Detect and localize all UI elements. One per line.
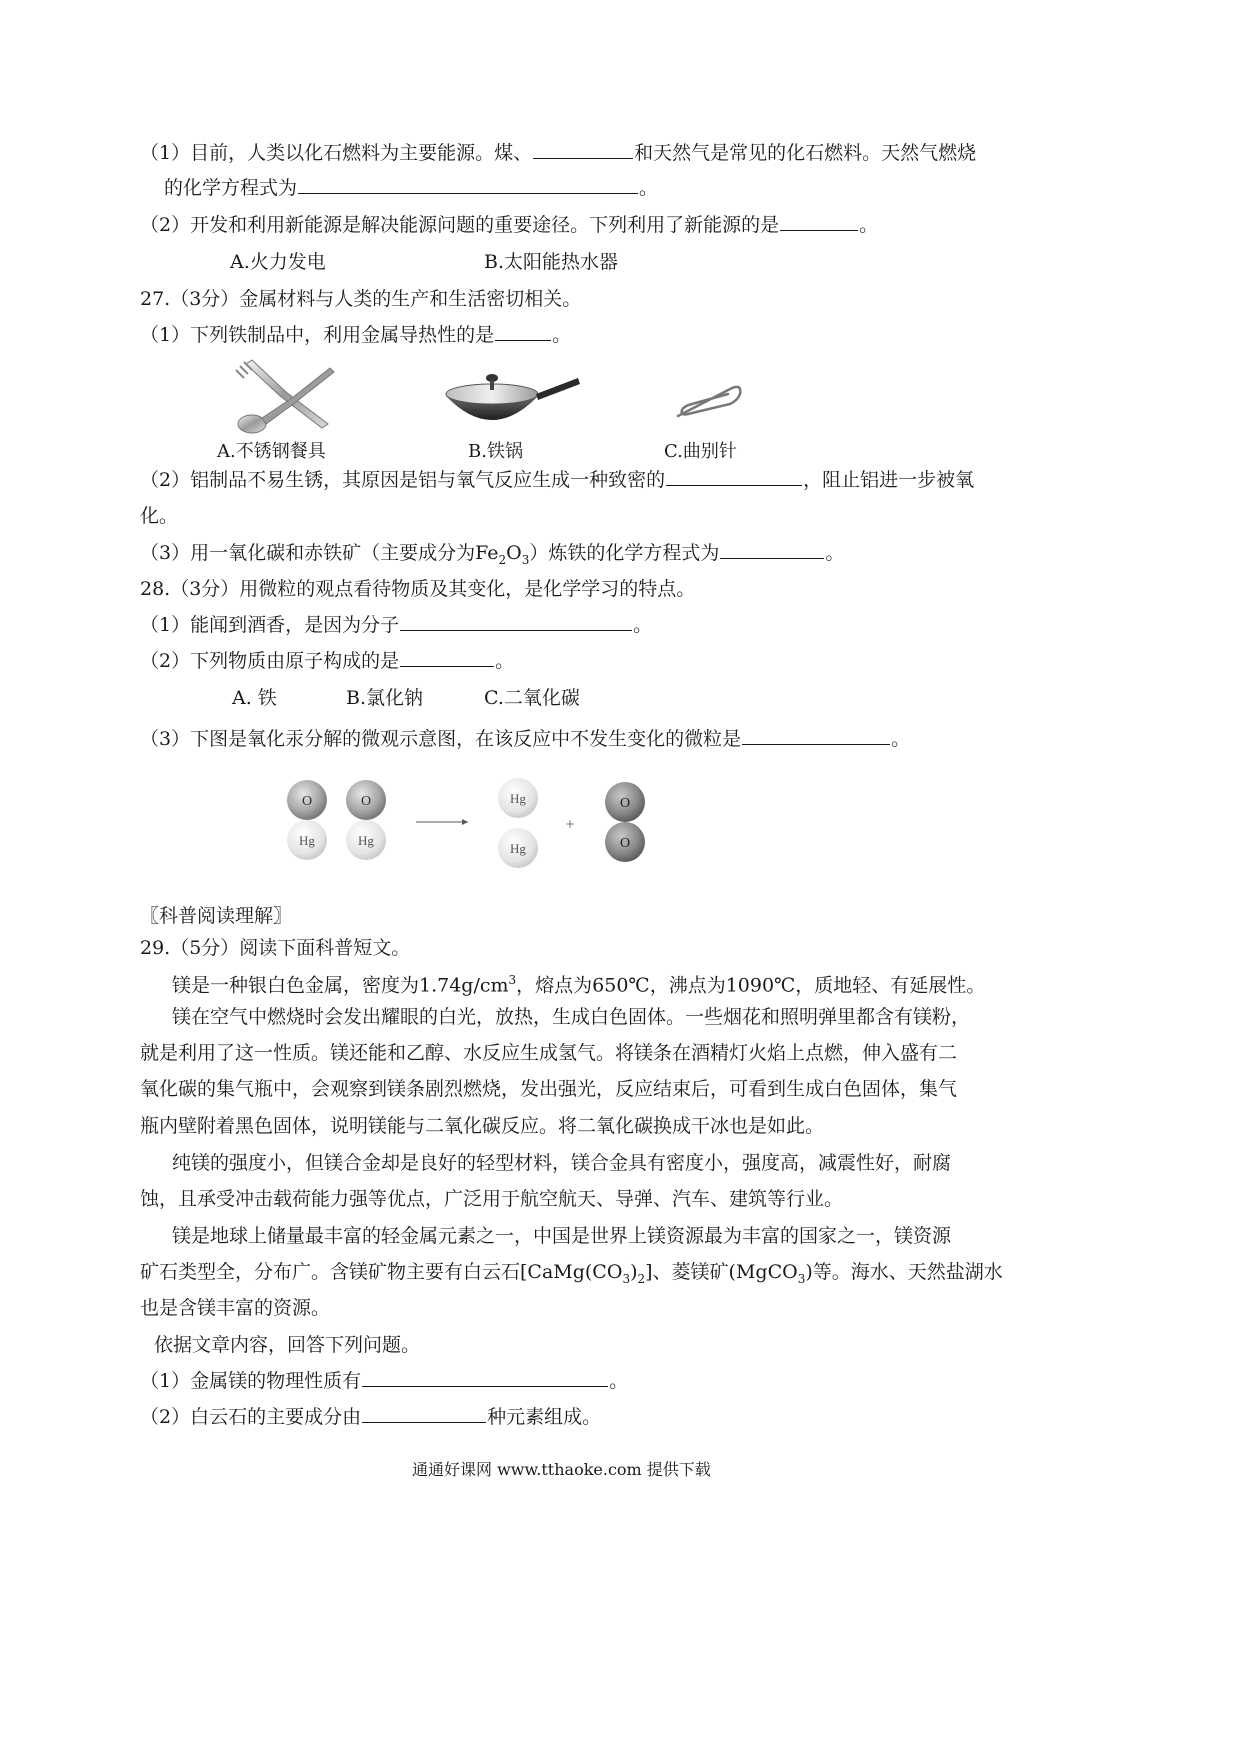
answer-blank[interactable] [362,1368,608,1387]
q26-option-a: A.火力发电 [230,251,326,273]
q28-part1 [140,612,652,638]
mercury-atom [498,828,538,868]
q26-option-b: B.太阳能热水器 [484,251,619,273]
cutlery-image [232,358,342,438]
q29-para4-line1: 镁是地球上储量最丰富的轻金属元素之一，中国是世界上镁资源最为丰富的国家之一，镁资源 [172,1225,952,1247]
text: 。 [552,324,572,346]
answer-blank[interactable] [533,140,633,159]
mercury-atom [287,820,327,860]
q29-stem: 29.（5分）阅读下面科普短文。 [140,937,411,959]
plus-sign: + [564,817,576,831]
answer-blank[interactable] [780,212,858,231]
text: （2）白云石的主要成分由 [140,1406,362,1428]
text: 。 [633,614,653,636]
hgo-decomposition-diagram [280,778,660,878]
q27-part3 [140,540,844,573]
text: （1）下列铁制品中，利用金属导热性的是 [140,324,495,346]
subscript: 3 [521,552,530,567]
paperclip-image [670,382,746,422]
q28-stem: 28.（3分）用微粒的观点看待物质及其变化，是化学学习的特点。 [140,578,696,600]
text: 镁是一种银白色金属，密度为1.74g/cm [172,974,509,997]
text: 和天然气是常见的化石燃料。天然气燃烧 [634,142,977,164]
text: 。 [639,177,659,199]
q28-option-b: B.氯化钠 [346,687,424,709]
text: （3）用一氧化碳和赤铁矿（主要成分为Fe [140,542,499,564]
text: （1）目前，人类以化石燃料为主要能源。煤、 [140,142,533,164]
caption-a: A.不锈钢餐具 [217,441,326,462]
text: O [506,542,522,564]
answer-blank[interactable] [720,540,824,559]
answer-blank[interactable] [742,726,890,745]
atom-label: Hg [358,833,374,848]
q29-para2-line2: 就是利用了这一性质。镁还能和乙醇、水反应生成氢气。将镁条在酒精灯火焰上点燃，伸入盛有二 [140,1042,958,1064]
subscript: 2 [637,1271,646,1286]
text: 矿石类型全，分布广。含镁矿物主要有白云石[CaMg(CO [140,1261,623,1283]
text: （2）下列物质由原子构成的是 [140,650,400,672]
caption-c: C.曲别针 [664,441,737,462]
mercury-atom [498,778,538,818]
q28-part3 [140,726,910,752]
oxygen-atom [346,780,386,820]
text: 。 [609,1370,629,1392]
q26-part1-line1 [140,140,976,166]
answer-blank[interactable] [666,467,802,486]
atom-label: Hg [510,841,526,856]
text: 。 [495,650,515,672]
atom-label: O [619,836,631,851]
oxygen-atom [287,780,327,820]
text: （1）金属镁的物理性质有 [140,1370,362,1392]
q29-para4-line2 [140,1259,1003,1292]
caption-b: B.铁锅 [468,441,523,462]
answer-blank[interactable] [362,1404,486,1423]
text: 。 [825,542,845,564]
text: （1）能闻到酒香，是因为分子 [140,614,400,636]
q26-part1-line2 [164,175,658,201]
q29-para2-line1: 镁在空气中燃烧时会发出耀眼的白光，放热，生成白色固体。一些烟花和照明弹里都含有镁粉， [172,1006,971,1028]
subscript: 3 [622,1271,631,1286]
text: )等。海水、天然盐湖水 [805,1261,1003,1283]
atom-label: O [301,794,313,809]
subscript: 3 [797,1271,806,1286]
q29-para3-line1: 纯镁的强度小，但镁合金却是良好的轻型材料，镁合金具有密度小，强度高，减震性好，耐腐 [172,1152,952,1174]
atom-label: O [619,796,631,811]
text: 。 [891,728,911,750]
q28-option-c: C.二氧化碳 [484,687,580,709]
wok-image [442,364,582,434]
q29-para1 [172,967,985,998]
q29-instruction: 依据文章内容，回答下列问题。 [154,1334,421,1356]
subscript: 2 [498,552,507,567]
superscript: 3 [508,973,517,987]
oxygen-atom [605,782,645,822]
q28-part2 [140,648,514,674]
q28-option-a: A. 铁 [232,687,277,709]
atom-label: O [360,794,372,809]
text: 种元素组成。 [487,1406,602,1428]
mercury-atom [346,820,386,860]
text: （2）开发和利用新能源是解决能源问题的重要途径。下列利用了新能源的是 [140,214,780,236]
q27-part2-line2: 化。 [140,505,179,527]
text: ）炼铁的化学方程式为 [529,542,720,564]
reaction-arrow-icon [416,819,468,825]
text: ) [630,1261,638,1283]
q29-part2 [140,1404,601,1430]
text: ，熔点为650℃，沸点为1090℃，质地轻、有延展性。 [516,974,986,997]
q27-stem: 27.（3分）金属材料与人类的生产和生活密切相关。 [140,288,582,310]
answer-blank[interactable] [400,612,632,631]
atom-label: Hg [299,833,315,848]
q29-para2-line4: 瓶内壁附着黑色固体，说明镁能与二氧化碳反应。将二氧化碳换成干冰也是如此。 [140,1115,825,1137]
text: ，阻止铝进一步被氧 [803,469,975,491]
q29-para4-line3: 也是含镁丰富的资源。 [140,1297,331,1319]
q27-part2-line1 [140,467,974,493]
q26-part2 [140,212,878,238]
q29-para2-line3: 氧化碳的集气瓶中，会观察到镁条剧烈燃烧，发出强光，反应结束后，可看到生成白色固体，集气 [140,1078,958,1100]
oxygen-atom [605,822,645,862]
answer-blank[interactable] [400,648,494,667]
section-heading: 〖科普阅读理解〗 [140,905,293,927]
text: （2）铝制品不易生锈，其原因是铝与氧气反应生成一种致密的 [140,469,666,491]
q29-part1 [140,1368,628,1394]
page-footer: 通通好课网 www.tthaoke.com 提供下载 [412,1460,711,1479]
text: （3）下图是氧化汞分解的微观示意图，在该反应中不发生变化的微粒是 [140,728,742,750]
text: ]、菱镁矿(MgCO [645,1261,798,1283]
q27-part1 [140,322,571,348]
text: 。 [859,214,879,236]
answer-blank[interactable] [495,322,551,341]
atom-label: Hg [510,791,526,806]
q29-para3-line2: 蚀，且承受冲击载荷能力强等优点，广泛用于航空航天、导弹、汽车、建筑等行业。 [140,1188,844,1210]
answer-blank[interactable] [298,175,638,194]
text: 的化学方程式为 [164,177,298,199]
